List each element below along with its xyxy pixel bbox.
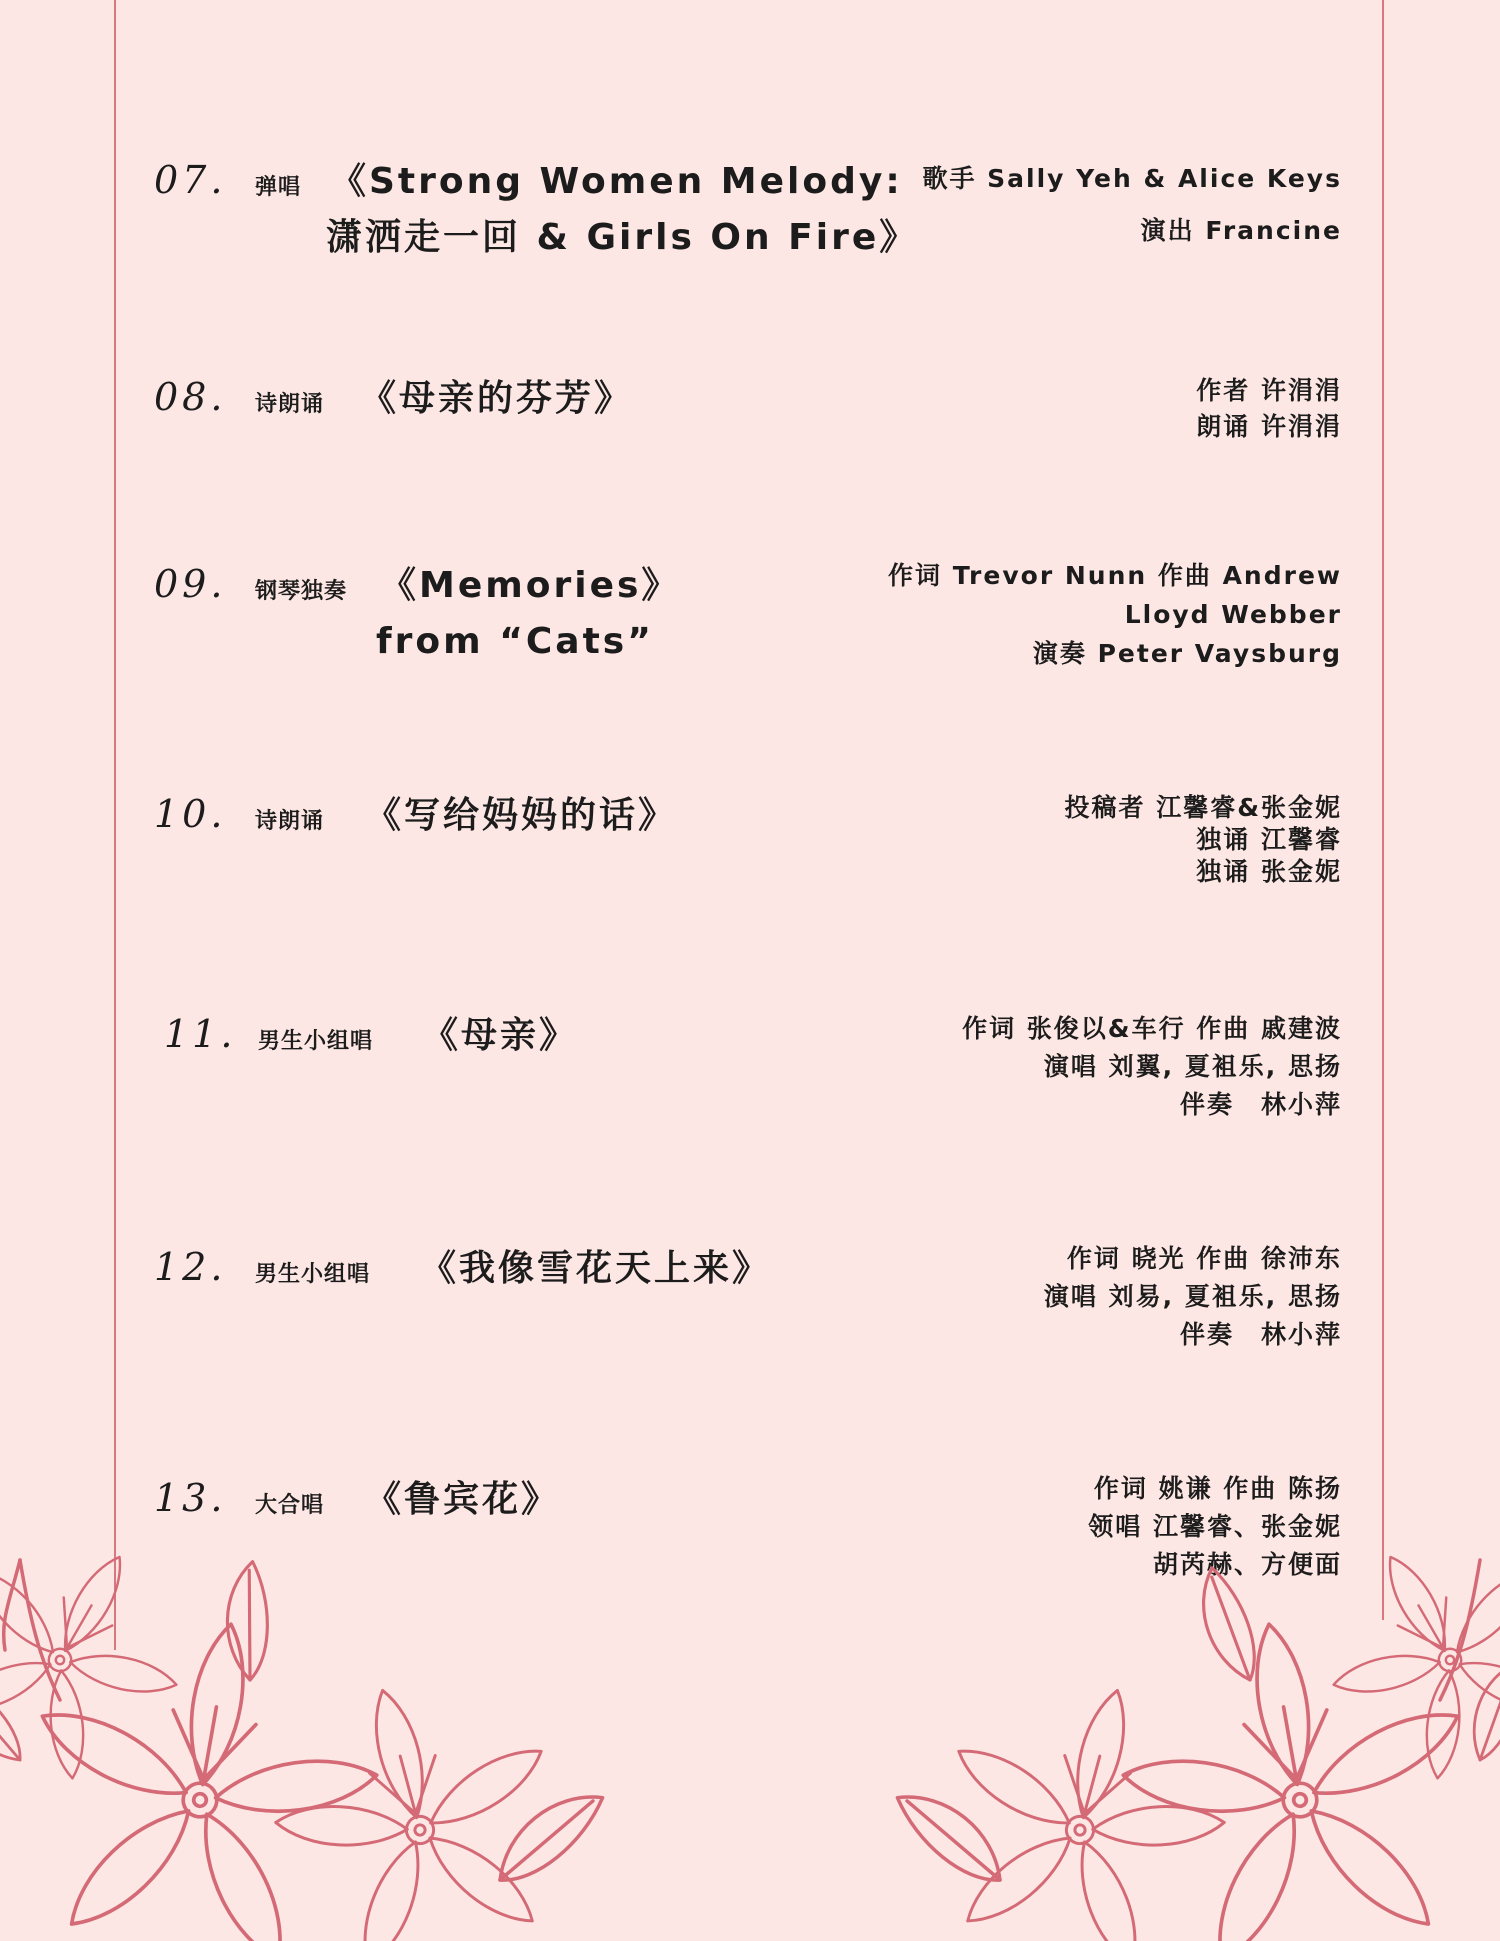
entry-credits [962,1010,1342,1124]
entry-title [420,1241,771,1297]
credit-line: 作词 姚谦 作曲 陈扬 [1093,1474,1342,1503]
entry-title-line: 潇洒走一回 & Girls On Fire》 [326,217,919,258]
entry-genre: 钢琴独奏 [255,579,348,604]
credit-line: 领唱 江馨睿、张金妮 [1088,1512,1342,1541]
entry-genre: 诗朗诵 [255,809,325,834]
entry-credits [1088,1470,1342,1584]
credit-line: 伴奏 林小萍 [1179,1090,1342,1119]
credit-line: 歌手 Sally Yeh & Alice Keys [922,164,1342,193]
entry-genre: 男生小组唱 [255,1262,371,1287]
entry-title [360,371,633,427]
entry-credits [1044,1240,1342,1354]
entry-title-line: 《我像雪花天上来》 [420,1248,772,1289]
entry-credits [1196,373,1342,445]
entry-genre: 诗朗诵 [255,392,325,417]
entry-title-line: 《母亲》 [422,1015,579,1056]
entry-number: 12. [154,1245,227,1289]
entry-number: 08. [154,375,227,419]
entry-title-line: 《母亲的芬芳》 [360,378,634,419]
entry-genre: 弹唱 [255,175,302,200]
credit-line: 作者 许涓涓 [1196,376,1342,405]
entry-number: 10. [154,792,227,836]
entry-number: 13. [154,1476,227,1520]
credit-line: 演唱 刘易, 夏袓乐, 思扬 [1043,1282,1342,1311]
entry-title-line: from “Cats” [376,621,654,662]
credit-line: 独诵 江馨睿 [1196,825,1342,854]
right-border-line [1382,0,1384,1620]
entry-number: 07. [154,158,227,202]
entry-title-line: 《Strong Women Melody: [330,161,903,202]
credit-line: 投稿者 江馨睿&张金妮 [1064,793,1342,822]
credit-line: 作词 Trevor Nunn 作曲 Andrew [888,561,1342,590]
entry-number: 09. [154,562,227,606]
credit-line: 独诵 张金妮 [1196,857,1342,886]
credit-line: 朗诵 许涓涓 [1196,412,1342,441]
entry-credits [888,556,1342,673]
entry-genre: 大合唱 [255,1493,325,1518]
entry-credits [1064,792,1342,888]
credit-line: 演奏 Peter Vaysburg [1032,639,1342,668]
credit-line: 胡芮赫、方便面 [1152,1550,1342,1579]
entry-title [326,154,919,266]
entry-title-line: 《写给妈妈的话》 [365,795,678,836]
entry-title-line: 《Memories》 [380,565,681,606]
entry-title [365,788,677,844]
credit-line: 演唱 刘翼, 夏袓乐, 思扬 [1043,1052,1342,1081]
entry-title [376,558,681,670]
entry-credits [922,153,1342,257]
entry-number: 11. [164,1012,237,1056]
credit-line: 演出 Francine [1140,216,1342,245]
entry-title [365,1472,560,1528]
entry-title-line: 《鲁宾花》 [365,1479,561,1520]
credit-line: 作词 晓光 作曲 徐沛东 [1066,1244,1342,1273]
entry-title [422,1008,578,1064]
left-border-line [114,0,116,1650]
entry-genre: 男生小组唱 [258,1029,374,1054]
credit-line: 伴奏 林小萍 [1179,1320,1342,1349]
credit-line: 作词 张俊以&车行 作曲 戚建波 [962,1014,1342,1043]
credit-line: Lloyd Webber [1124,600,1342,629]
